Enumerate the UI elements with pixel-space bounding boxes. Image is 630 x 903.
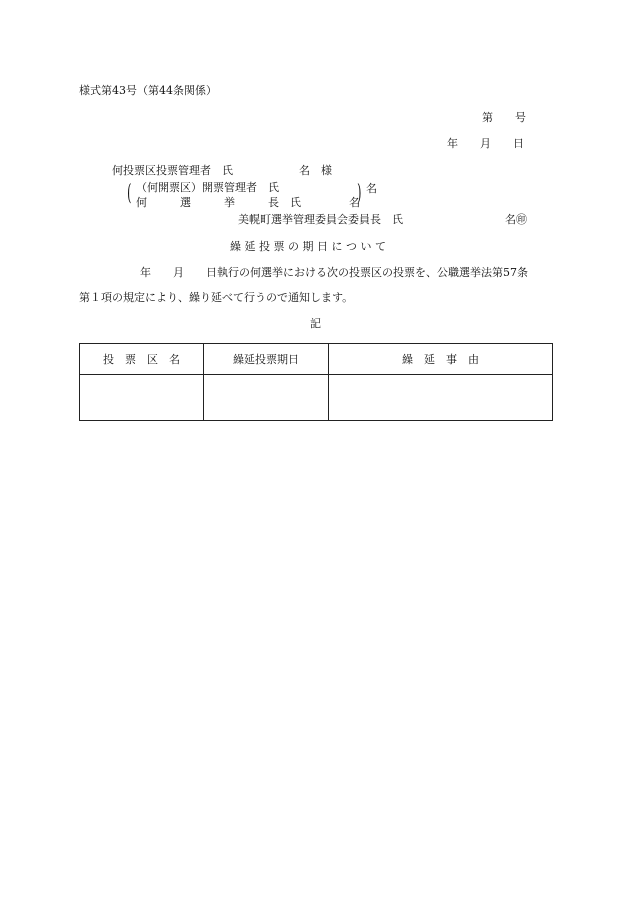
sender: 美幌町選挙管理委員会委員長 氏 [238,213,403,226]
cc-line-2: 何 選 挙 長 氏 [136,196,301,209]
cell-district-name [80,375,204,421]
cc-name-char: 名 [349,196,360,209]
table-row [80,375,553,421]
cc-suffix: 名 [366,182,377,195]
form-id: 様式第43号（第44条関係） [79,84,217,97]
cell-postponed-date [204,375,329,421]
postponement-table [79,343,553,421]
document-title: 繰 延 投 票 の 期 日 に つ い て [230,240,386,253]
body-line-2: 第１項の規定により、繰り延べて行うので通知します。 [79,291,354,304]
right-paren: ) [357,181,362,206]
header-postponement-reason: 繰 延 事 由 [329,344,553,375]
header-district-name: 投 票 区 名 [80,344,204,375]
seal: 名㊞ [505,213,527,226]
table-header-row [80,344,553,375]
date-line: 年 月 日 [447,137,524,150]
addressee: 何投票区投票管理者 氏 名 様 [112,164,332,177]
body-line-1: 年 月 日執行の何選挙における次の投票区の投票を、公職選挙法第57条 [140,266,528,279]
header-postponed-date: 繰延投票期日 [204,344,329,375]
left-paren: ( [127,181,132,206]
ki-label: 記 [310,317,321,330]
cc-line-1: （何開票区）開票管理者 氏 [136,181,279,194]
number-line: 第 号 [482,111,526,124]
cell-postponement-reason [329,375,553,421]
